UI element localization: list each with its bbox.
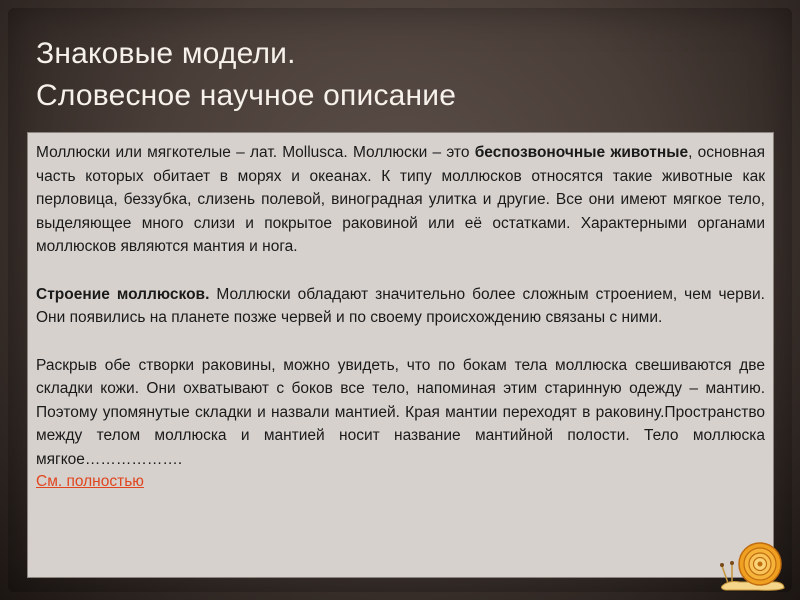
intro-bold-term: беспозвоночные животные bbox=[474, 144, 689, 161]
structure-text: Моллюски обладают значительно более сложным строением, чем черви. Они появились на планете позже червей и по своему происхождению связаны с ними. bbox=[36, 285, 765, 326]
paragraph-intro bbox=[36, 141, 765, 259]
paragraph-structure bbox=[36, 283, 765, 330]
slide-title bbox=[36, 33, 756, 117]
intro-text-start: Моллюски или мягкотелые – лат. Mollusca. Моллюски – это bbox=[36, 144, 475, 161]
title-line-1: Знаковые модели. bbox=[36, 37, 296, 70]
paragraph-mantle: Раскрыв обе створки раковины, можно увидеть, что по бокам тела моллюска свешиваются две складки кожи. Они охватывают с боков все тело, напоминая этим старинную одежду – мантию. Поэтому упомянутые складки и назвали мантией. Края мантии переходят в раковину.Пространство между телом моллюска и мантией носит название мантийной полости. Тело моллюска мягкое………………. bbox=[36, 356, 765, 468]
structure-heading: Строение моллюсков. bbox=[36, 285, 210, 303]
description-text-box bbox=[27, 132, 774, 578]
snail-icon bbox=[718, 536, 788, 592]
title-line-2: Словесное научное описание bbox=[36, 79, 457, 112]
intro-text-rest: , основная часть которых обитает в морях и океанах. К типу моллюсков относятся такие животные как перловица, беззубка, слизень полевой, виноградная улитка и другие. Все они имеют мягкое тело, выделяющее много слизи и покрытое раковиной или её остатками. Характерными органами моллюсков являются мантия и нога. bbox=[36, 144, 765, 255]
see-full-text-link[interactable]: См. полностью bbox=[36, 473, 144, 490]
